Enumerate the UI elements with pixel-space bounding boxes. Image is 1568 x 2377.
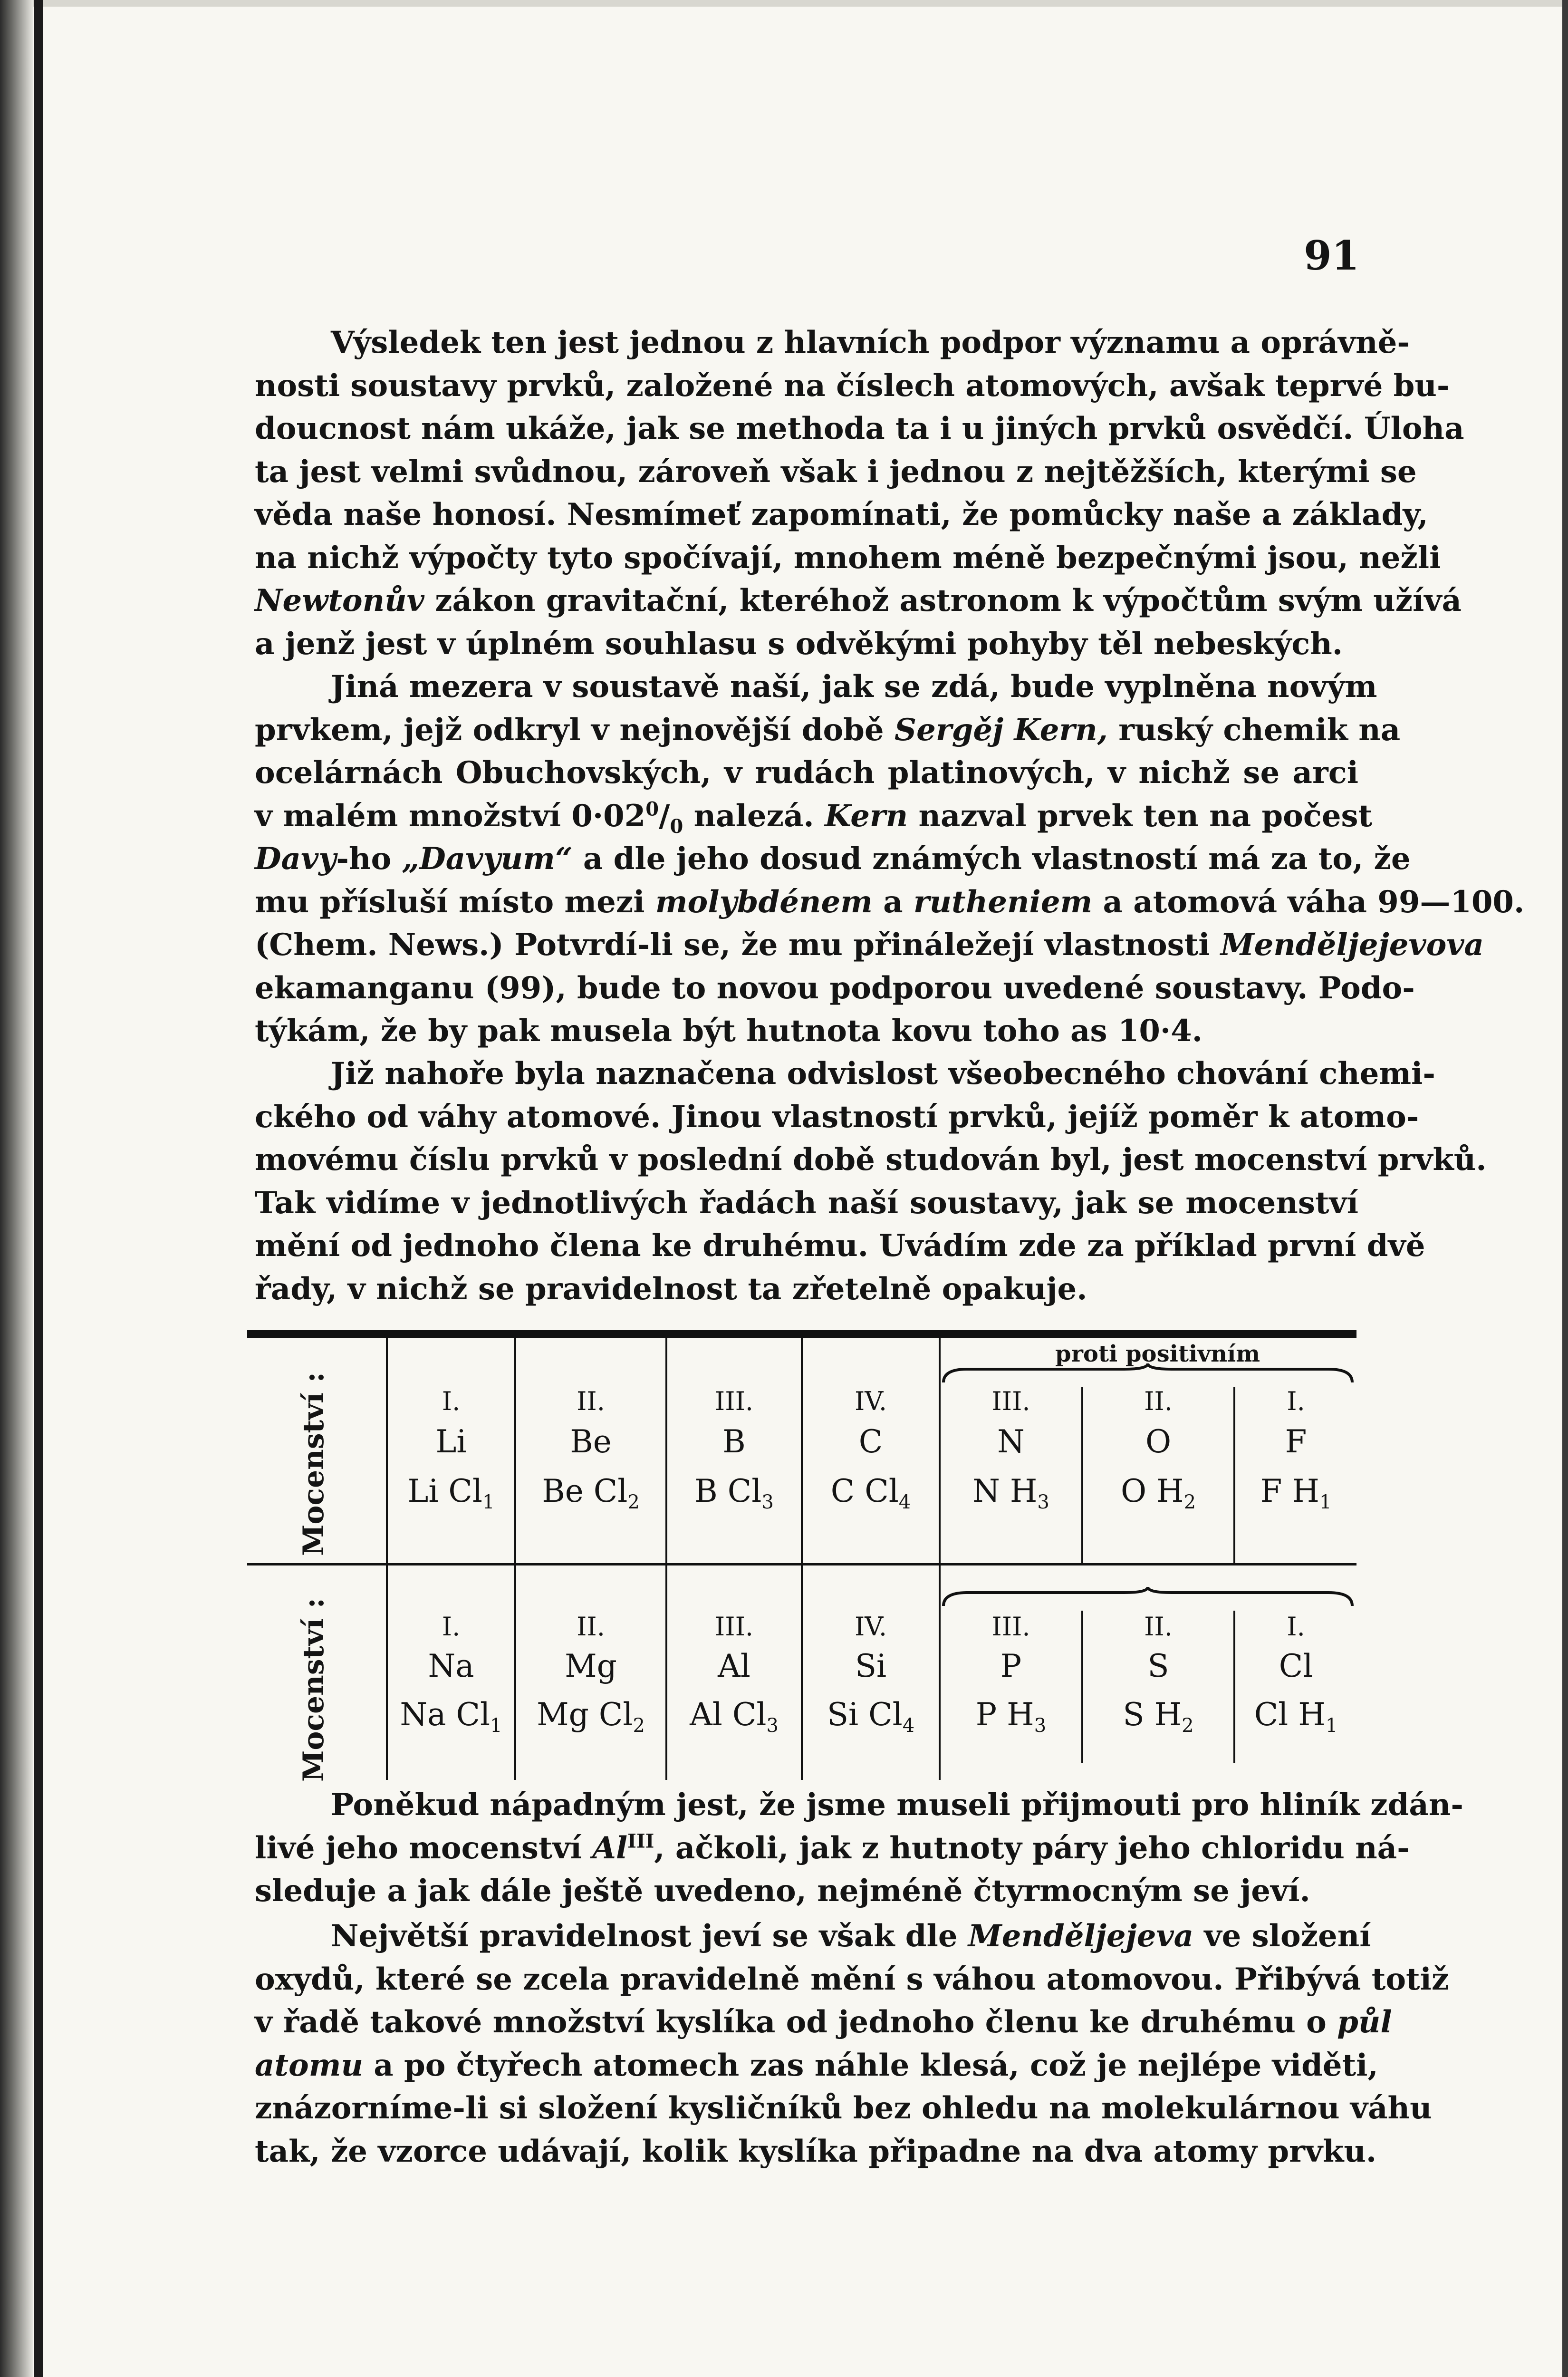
compound-base: B Cl — [694, 1473, 762, 1509]
text-line: znázorníme-li si složení kysličníků bez ohledu na molekulárnou váhu — [255, 2090, 1432, 2126]
text-line — [255, 795, 1373, 838]
italic-name: Davy — [255, 841, 337, 877]
element-cell: S — [1147, 1648, 1169, 1684]
valence-cell: IV. — [854, 1386, 887, 1416]
compound-cell — [1235, 1473, 1356, 1514]
text-span: nalezá. — [683, 798, 825, 834]
text-span: livé jeho mocenství — [255, 1830, 593, 1866]
element-cell: F — [1285, 1423, 1307, 1460]
text-span: v řadě takové množství kyslíka od jednoho členu ke druhému o — [255, 2004, 1337, 2040]
compound-base: Na Cl — [400, 1696, 491, 1733]
text-span: ruský chemik na — [1107, 712, 1401, 748]
element-cell: Mg — [565, 1648, 617, 1684]
valence-table — [247, 1330, 1356, 1787]
paragraph-4 — [255, 1784, 1463, 1913]
text-line — [255, 580, 1462, 623]
compound-base: Mg Cl — [537, 1696, 633, 1733]
text-line — [255, 838, 1411, 881]
compound-subscript: 2 — [627, 1491, 640, 1514]
text-line: věda naše honosí. Nesmímeť zapomínati, že pomůcky naše a základy, — [255, 497, 1428, 532]
compound-cell — [667, 1473, 801, 1514]
text-line — [255, 1827, 1410, 1870]
compound-subscript: 1 — [482, 1491, 495, 1514]
compound-base: C Cl — [830, 1473, 899, 1509]
compound-cell — [388, 1473, 514, 1514]
compound-cell — [667, 1696, 801, 1737]
text-line — [255, 1915, 1371, 1958]
text-line — [255, 2001, 1392, 2044]
valence-cell: III. — [714, 1386, 754, 1416]
compound-cell — [516, 1696, 665, 1737]
compound-cell — [941, 1696, 1081, 1737]
compound-cell — [388, 1696, 514, 1737]
valence-superscript: III — [627, 1830, 654, 1853]
element-cell: Cl — [1279, 1648, 1313, 1684]
compound-cell — [941, 1473, 1081, 1514]
paragraph-5 — [255, 1915, 1449, 2173]
text-line: ekamanganu (99), bude to novou podporou uvedené soustavy. Podo- — [255, 970, 1415, 1006]
italic-symbol: Al — [592, 1830, 628, 1866]
text-line: sleduje a jak dále ještě uvedeno, nejméně čtyrmocným se jeví. — [255, 1873, 1310, 1909]
valence-cell: II. — [1144, 1386, 1173, 1416]
text-span: zákon gravitační, kteréhož astronom k výpočtům svým užívá — [424, 583, 1462, 618]
text-span: a atomová váha 99—100. — [1092, 884, 1525, 920]
text-span: a po čtyřech atomech zas náhle klesá, což je nejlépe viděti, — [363, 2047, 1378, 2083]
valence-cell: I. — [1287, 1386, 1305, 1416]
element-cell: N — [997, 1423, 1025, 1460]
valence-cell: IV. — [854, 1612, 887, 1642]
valence-cell: III. — [714, 1612, 754, 1642]
text-span: a — [872, 884, 914, 920]
compound-subscript: 2 — [1182, 1715, 1194, 1737]
valence-cell: III. — [991, 1386, 1030, 1416]
italic-word: atomu — [255, 2047, 363, 2083]
text-line: týkám, že by pak musela být hutnota kovu toho as 10·4. — [255, 1013, 1202, 1049]
compound-subscript: 1 — [1325, 1715, 1338, 1737]
text-line: tak, že vzorce udávají, kolik kyslíka připadne na dva atomy prvku. — [255, 2133, 1377, 2169]
text-span: , ačkoli, jak z hutnoty páry jeho chloridu ná- — [654, 1830, 1410, 1866]
compound-subscript: 4 — [902, 1715, 915, 1737]
text-line — [255, 881, 1525, 924]
element-cell: Li — [435, 1423, 467, 1460]
percent-sub: 0 — [670, 815, 683, 838]
text-line: doucnost nám ukáže, jak se methoda ta i u jiných prvků osvědčí. Úloha — [255, 411, 1464, 446]
compound-cell — [803, 1473, 939, 1514]
element-cell: Na — [428, 1648, 474, 1684]
text-line — [255, 924, 1484, 967]
brace-top — [939, 1363, 1356, 1387]
element-cell: O — [1145, 1423, 1172, 1460]
mocenstvi-label-row1: Mocenství : — [297, 1372, 330, 1556]
compound-cell — [1083, 1696, 1233, 1737]
text-line: nosti soustavy prvků, založené na číslech atomových, avšak teprvé bu- — [255, 367, 1450, 404]
text-span: a dle jeho dosud známých vlastností má za to, že — [572, 841, 1411, 877]
text-line: movému číslu prvků v poslední době studován byl, jest mocenství prvků. — [255, 1142, 1487, 1178]
compound-cell — [803, 1696, 939, 1737]
text-span: ve složení — [1193, 1918, 1371, 1954]
text-line: Jiná mezera v soustavě naší, jak se zdá, bude vyplněna novým — [331, 669, 1377, 705]
text-line: ocelárnách Obuchovských, v rudách platinových, v nichž se arci — [255, 755, 1358, 791]
binding-spine — [34, 0, 43, 2377]
compound-cell — [1235, 1696, 1356, 1737]
page-left-shadow — [0, 0, 33, 2377]
page-number: 91 — [1304, 232, 1359, 279]
italic-word: půl — [1337, 2004, 1392, 2040]
text-span: prvkem, jejž odkryl v nejnovější době — [255, 712, 895, 748]
page-right-edge — [1562, 0, 1568, 2377]
table-top-rule — [247, 1330, 1356, 1338]
element-cell: B — [722, 1423, 746, 1460]
valence-cell: I. — [442, 1612, 461, 1642]
compound-base: Si Cl — [827, 1696, 903, 1733]
compound-subscript: 1 — [1319, 1491, 1332, 1514]
compound-cell — [1083, 1473, 1233, 1514]
italic-name: rutheniem — [913, 884, 1093, 920]
text-line: a jenž jest v úplném souhlasu s odvěkými pohyby těl nebeských. — [255, 626, 1343, 662]
italic-name: Sergěj Kern, — [894, 712, 1108, 748]
compound-subscript: 3 — [1034, 1715, 1047, 1737]
compound-subscript: 3 — [766, 1715, 779, 1737]
compound-base: Cl H — [1254, 1696, 1326, 1733]
valence-cell: II. — [577, 1612, 605, 1642]
text-line: Již nahoře byla naznačena odvislost všeobecného chování chemi- — [331, 1056, 1435, 1092]
paragraph-2 — [255, 666, 1525, 1053]
compound-base: S H — [1123, 1696, 1182, 1733]
paragraph-1 — [255, 321, 1464, 666]
text-line: Výsledek ten jest jednou z hlavních podpor významu a oprávně- — [331, 325, 1410, 360]
compound-subscript: 2 — [1183, 1491, 1196, 1514]
compound-cell — [516, 1473, 665, 1514]
valence-cell: III. — [991, 1612, 1030, 1642]
italic-name: Kern — [824, 798, 908, 834]
element-cell: Be — [570, 1423, 612, 1460]
valence-cell: II. — [1144, 1612, 1173, 1642]
text-line: na nichž výpočty tyto spočívají, mnohem méně bezpečnými jsou, nežli — [255, 540, 1441, 576]
text-line: ta jest velmi svůdnou, zároveň však i jednou z nejtěžších, kterými se — [255, 454, 1417, 490]
text-span: Největší pravidelnost jeví se však dle — [331, 1918, 968, 1954]
brace-path — [943, 1587, 1352, 1606]
compound-base: Al Cl — [690, 1696, 767, 1733]
text-line — [255, 2044, 1378, 2087]
brace-path — [943, 1363, 1352, 1382]
element-cell: C — [858, 1423, 883, 1460]
proti-positivnim-label: proti positivním — [1055, 1341, 1260, 1367]
mocenstvi-label-row2: Mocenství : — [297, 1598, 330, 1782]
compound-base: F H — [1260, 1473, 1319, 1509]
element-cell: Si — [855, 1648, 887, 1684]
italic-name: Newtonův — [255, 583, 424, 618]
page-top-edge — [0, 0, 1568, 7]
italic-name: molybdénem — [655, 884, 873, 920]
text-line: oxydů, které se zcela pravidelně mění s váhou atomovou. Přibývá totiž — [255, 1961, 1449, 1997]
valence-cell: I. — [442, 1386, 461, 1416]
compound-subscript: 4 — [898, 1491, 911, 1514]
element-cell: Al — [718, 1648, 750, 1684]
compound-base: Li Cl — [407, 1473, 483, 1509]
brace-bottom — [939, 1587, 1356, 1611]
text-line: řady, v nichž se pravidelnost ta zřetelně opakuje. — [255, 1271, 1087, 1307]
italic-name: Menděljejeva — [968, 1918, 1194, 1954]
compound-subscript: 3 — [761, 1491, 774, 1514]
text-line: Poněkud nápadným jest, že jsme museli přijmouti pro hliník zdán- — [331, 1787, 1463, 1823]
text-line: Tak vidíme v jednotlivých řadách naší soustavy, jak se mocenství — [255, 1185, 1358, 1221]
italic-name: „Davyum“ — [402, 841, 573, 877]
percent-sup: 0 — [645, 798, 659, 821]
text-line: ckého od váhy atomové. Jinou vlastností prvků, jejíž poměr k atomo- — [255, 1099, 1419, 1135]
text-line: mění od jednoho člena ke druhému. Uvádím zde za příklad první dvě — [255, 1228, 1425, 1264]
text-span: -ho — [336, 841, 402, 877]
italic-name: Menděljejevova — [1220, 927, 1484, 963]
compound-base: Be Cl — [542, 1473, 628, 1509]
compound-base: O H — [1120, 1473, 1184, 1509]
compound-subscript: 2 — [633, 1715, 645, 1737]
compound-base: P H — [975, 1696, 1034, 1733]
text-span: v malém množství 0·02 — [255, 798, 646, 834]
element-cell: P — [1000, 1648, 1022, 1684]
compound-subscript: 1 — [490, 1715, 502, 1737]
text-span: (Chem. News.) Potvrdí-li se, že mu přináležejí vlastnosti — [255, 927, 1221, 963]
compound-base: N H — [972, 1473, 1038, 1509]
text-span: mu přísluší místo mezi — [255, 884, 655, 920]
paragraph-3 — [255, 1053, 1487, 1311]
compound-subscript: 3 — [1037, 1491, 1049, 1514]
valence-cell: I. — [1287, 1612, 1305, 1642]
text-span: nazval prvek ten na počest — [908, 798, 1373, 834]
text-line — [255, 709, 1401, 752]
percent-slash: / — [659, 798, 670, 834]
valence-cell: II. — [577, 1386, 605, 1416]
